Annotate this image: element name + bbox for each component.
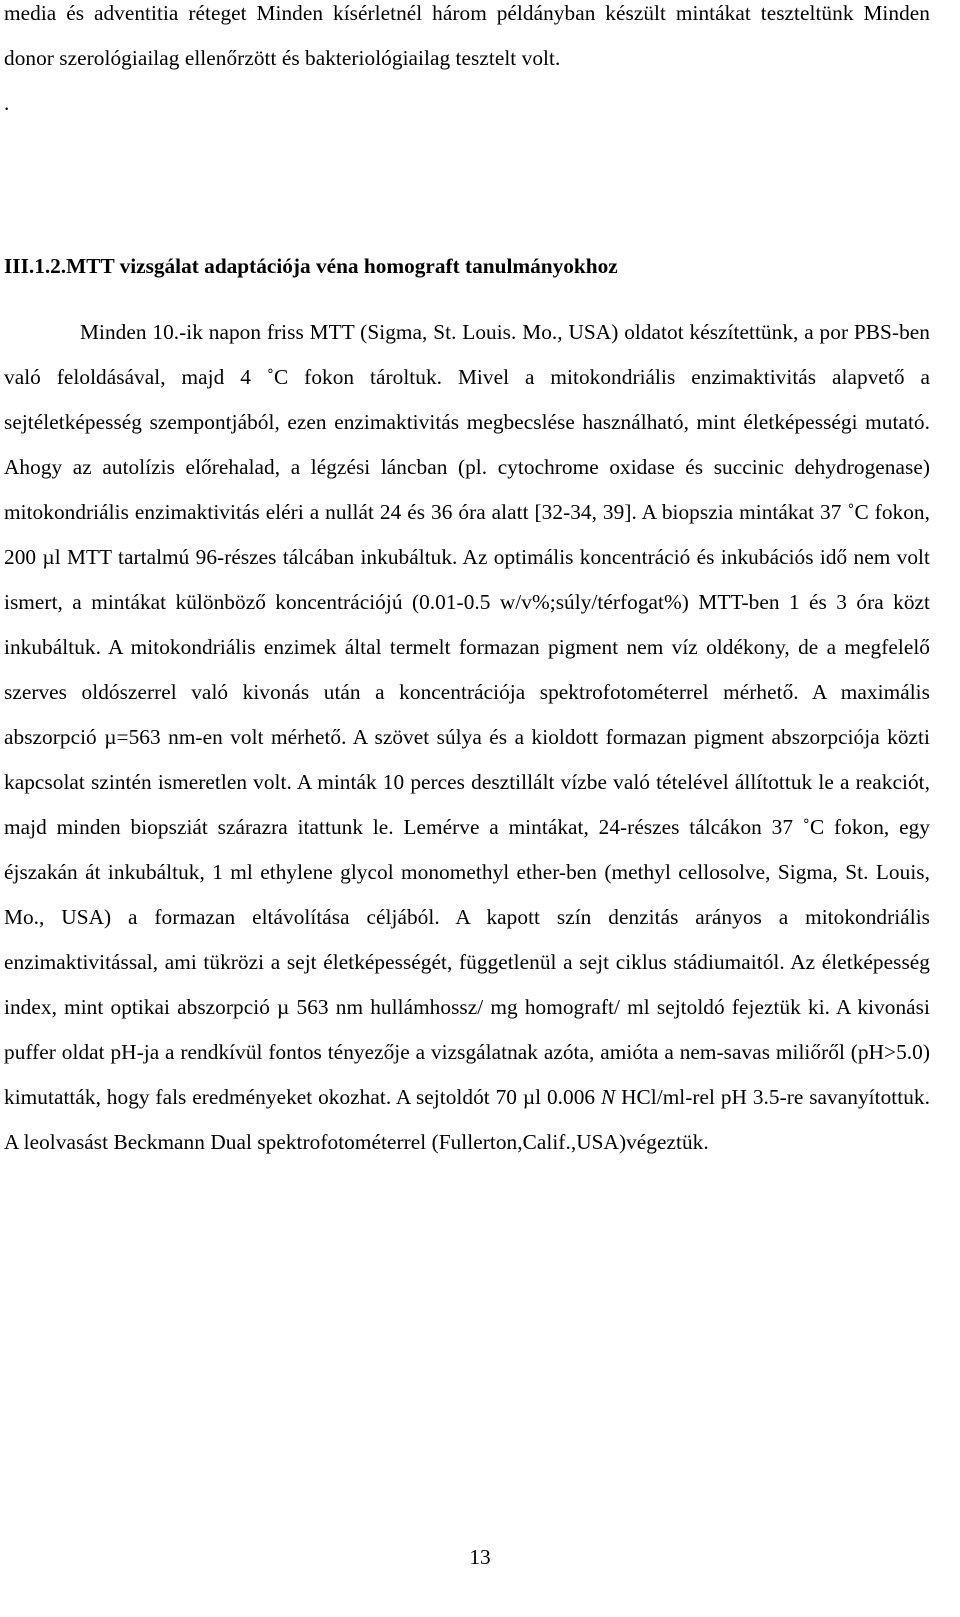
top-paragraph bbox=[4, 0, 930, 126]
section-heading: III.1.2.MTT vizsgálat adaptációja véna homograft tanulmányokhoz bbox=[4, 254, 618, 278]
normality-symbol: N bbox=[600, 1085, 616, 1109]
page-number: 13 bbox=[469, 1545, 491, 1569]
main-paragraph-part1: Minden 10.-ik napon friss MTT (Sigma, St. Louis. Mo., USA) oldatot készítettünk, a por PBS-ben való feloldásával, majd 4 ˚C fokon tároltuk. Mivel a mitokondriális enzimaktivitás alapvető a sejtéletképesség szempontjából, ezen enzimaktivitás megbecslése használható, mint életképességi mutató. Ahogy az autolízis előrehalad, a légzési láncban (pl. cytochrome oxidase és succinic dehydrogenase) mitokondriális enzimaktivitás eléri a nullát 24 és 36 óra alatt [32-34, 39]. A biopszia mintákat 37 ˚C fokon, 200 µl MTT tartalmú 96-részes tálcában inkubáltuk. Az optimális koncentráció és inkubációs idő nem volt ismert, a mintákat különböző koncentrációjú (0.01-0.5 w/v%;súly/térfogat%) MTT-ben 1 és 3 óra közt inkubáltuk. A mitokondriális enzimek által termelt formazan pigment nem víz oldékony, de a megfelelő szerves oldószerrel való kivonás után a koncentrációja spektrofotométerrel mérhető. A maximális abszorpció µ=563 nm-en volt mérhető. A szövet súlya és a kioldott formazan pigment abszorpciója közti kapcsolat szintén ismeretlen volt. A minták 10 perces desztillált vízbe való tételével állítottuk le a reakciót, majd minden biopsziát szárazra itattunk le. Lemérve a mintákat, 24-részes tálcákon 37 ˚C fokon, egy éjszakán át inkubáltuk, 1 ml ethylene glycol monomethyl ether-ben (methyl cellosolve, Sigma, St. Louis, Mo., USA) a formazan eltávolítása céljából. A kapott szín denzitás arányos a mitokondriális enzimaktivitással, ami tükrözi a sejt életképességét, függetlenül a sejt ciklus stádiumaitól. Az életképesség index, mint optikai abszorpció µ 563 nm hullámhossz/ mg homograft/ ml sejtoldó fejeztük ki. A kivonási puffer oldat pH-ja a rendkívül fontos tényezője a vizsgálatnak azóta, amióta a nem-savas miliőről (pH>5.0) kimutatták, hogy fals eredményeket okozhat. A sejtoldót 70 µl 0.006 bbox=[4, 320, 930, 1109]
main-paragraph bbox=[4, 310, 930, 1165]
top-paragraph-text: media és adventitia réteget Minden kísérletnél három példányban készült mintákat teszteltünk Minden donor szerológiailag ellenőrzött és bakteriológiailag tesztelt volt. bbox=[4, 1, 930, 70]
stray-dot: . bbox=[4, 91, 10, 115]
main-paragraph-part2: HCl/ml-rel pH 3.5-re savanyítottuk. A leolvasást Beckmann Dual spektrofotométerrel (Fullerton,Calif.,USA)végeztük. bbox=[4, 1085, 930, 1154]
